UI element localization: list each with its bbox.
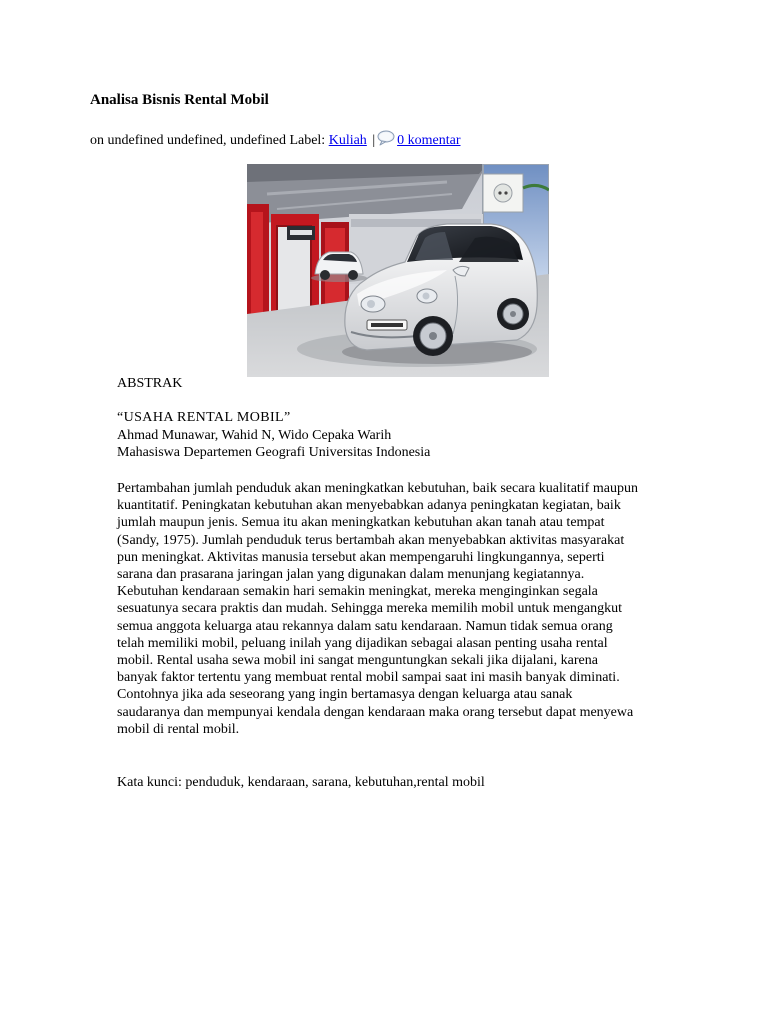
- meta-separator: |: [372, 133, 376, 148]
- affiliation: Mahasiswa Departemen Geografi Universitas Indonesia: [117, 445, 431, 460]
- paragraph-line: pun meningkat. Aktivitas manusia tersebut akan mempengaruhi lingkungannya, seperti: [117, 549, 605, 565]
- paragraph-line: mobil. Rental usaha sewa mobil ini sangat menguntungkan sekali jika dijalani, karena: [117, 653, 598, 669]
- car-photo: [247, 164, 549, 377]
- comments-link[interactable]: 0 komentar: [397, 133, 461, 148]
- paragraph-line: semua anggota keluarga atau rekannya dalam satu kendaraan. Namun tidak semua orang: [117, 618, 613, 634]
- label-link-kuliah[interactable]: Kuliah: [328, 133, 367, 148]
- post-title: Analisa Bisnis Rental Mobil: [90, 92, 269, 108]
- paragraph-line: sarana dan prasarana jaringan jalan yang digunakan dalam menunjang kegiatannya.: [117, 567, 585, 583]
- paragraph-line: Kebutuhan kendaraan semakin hari semakin meningkat, mereka menginginkan segala: [117, 584, 598, 600]
- car-illustration: [247, 164, 549, 377]
- paragraph-line: sesuatunya secara praktis dan mudah. Sehingga mereka memilih mobil untuk mengangkut: [117, 601, 623, 617]
- abstract-heading: ABSTRAK: [117, 376, 183, 391]
- speech-bubble-icon[interactable]: [377, 130, 397, 146]
- paragraph-line: saudaranya dan mempunyai kendala dengan kendaraan maka orang tersebut dapat menyewa: [117, 704, 634, 720]
- paragraph-line: (Sandy, 1975). Jumlah penduduk terus bertambah akan menyebabkan aktivitas masyarakat: [117, 532, 625, 548]
- paragraph-line: kuantitatif. Peningkatan kebutuhan akan menyebabkan adanya peningkatan kegiatan, baik: [117, 498, 621, 514]
- keywords: Kata kunci: penduduk, kendaraan, sarana, kebutuhan,rental mobil: [117, 775, 485, 790]
- abstract-subtitle: “USAHA RENTAL MOBIL”: [117, 410, 291, 425]
- paragraph-line: banyak faktor tertentu yang membuat rental mobil sampai saat ini masih banyak diminati.: [117, 670, 620, 686]
- post-meta: [90, 130, 461, 150]
- paragraph-line: jumlah maupun jenis. Semua itu akan meningkatkan kebutuhan akan tanah atau tempat: [117, 515, 605, 531]
- meta-prefix: on undefined undefined, undefined Label:: [90, 133, 329, 148]
- authors: Ahmad Munawar, Wahid N, Wido Cepaka Warih: [117, 428, 392, 443]
- paragraph-line: telah memiliki mobil, peluang inilah yang dijadikan sebagai alasan penting usaha rental: [117, 635, 608, 651]
- paragraph-line: mobil di rental mobil.: [117, 721, 240, 737]
- abstract-paragraph: [117, 480, 687, 738]
- paragraph-line: Contohnya jika ada seseorang yang ingin bertamasya dengan keluarga atau sanak: [117, 687, 573, 703]
- paragraph-line: Pertambahan jumlah penduduk akan meningkatkan kebutuhan, baik secara kualitatif maupun: [117, 481, 638, 496]
